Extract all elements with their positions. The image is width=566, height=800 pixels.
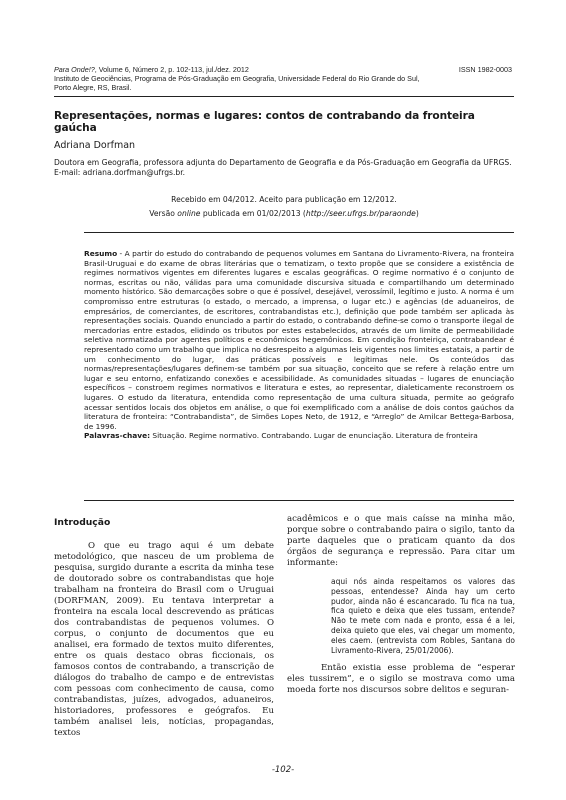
institution-line-2: Porto Alegre, RS, Brasil. xyxy=(54,83,132,92)
right-column xyxy=(287,514,515,696)
body-paragraph: O que eu trago aqui é um debate metodológico, que nasceu de um problema de pesquisa, surgido durante a escrita da minha tese de doutorado sobre os contrabandistas que hoje trabalham na fronteira do Brasil com o Uruguai (DORFMAN, 2009). Eu tentava interpretar a fronteira na escala local descrevendo as práticas dos contrabandistas de pequenos volumes. O corpus, o conjunto de documentos que eu analisei, era formado de textos muito diferentes, entre os quais destaco obras ficcionais, os famosos contos de contrabando, a transcrição de diálogos do trabalho de campo e de entrevistas com pessoas com conhecimento de causa, como contrabandistas, juízes, advogados, aduaneiros, historiadores, professores e geógrafos. Eu também analisei leis, notícias, propagandas, textos xyxy=(54,541,274,738)
abstract-text: - A partir do estudo do contrabando de pequenos volumes em Santana do Livramento-Rivera, na fronteira Brasil-Uruguai e do exame de obras literárias que o tematizam, o texto propõe que se considere a existência de regimes normativos vigentes em diferentes lugares e escalas geográficas. O regime normativo é o conjunto de normas, escritas ou não, válidas para uma comunidade discursiva situada e compartilhando um determinado momento histórico. São demarcações sobre o que é possível, desejável, verossímil, legítimo e justo. A norma é um compromisso entre estruturas (o estado, o mercado, a imprensa, o lugar etc.) e agências (de aduaneiros, de empresários, de comerciantes, de escritores, contrabandistas etc.), definição que pode também ser aplicada às representações sociais. Quando enunciado a partir do estado, o contrabando define-se como o transporte ilegal de mercadorias entre estados, elidindo os tributos por estes estabelecidos, através de um limite de permeabilidade seletiva normatizada por agentes políticos e econômicos hegemônicos. Em condição fronteiriça, contrabandear é representado como um trabalho que implica no desrespeito a algumas leis vigentes nos limites estatais, a partir de um conhecimento do lugar, das práticas possíveis e legítimas nele. Os conteúdos das normas/representações/lugares definem-se também por sua situação, conceito que se refere à relação entre um lugar e seu entorno, enfatizando conexões e acessibilidade. As comunidades situadas – lugares de enunciação específicos – constroem regimes normativos e literatura e estes, ao representar, dialeticamente reconstroem os lugares. O estudo da literatura, entendida como representação de uma cultura situada, permite ao geógrafo acessar sentidos locais dos objetos em análise, o que foi exemplificado com a análise de dois contos gaúchos da literatura de fronteira: “Contrabandista”, de Simões Lopes Neto, de 1912, e “Arreglo” de Amilcar Bettega-Barbosa, de 1996. xyxy=(84,249,514,431)
institution-line-1: Instituto de Geociências, Programa de Pós-Graduação em Geografia, Universidade Federal do Rio Grande do Sul, xyxy=(54,74,420,83)
online-suffix: ) xyxy=(415,209,419,218)
body-paragraph-continued: acadêmicos e o que mais caísse na minha mão, porque sobre o contrabando paira o sigilo, tanto da parte daqueles que o praticam quanto da dos órgãos de segurança e repressão. Para citar um informante: xyxy=(287,514,515,568)
author-name: Adriana Dorfman xyxy=(54,140,136,151)
keywords-label: Palavras-chave: xyxy=(84,431,151,441)
keywords xyxy=(84,431,514,441)
body-paragraph: Então existia esse problema de “esperar eles tussirem”, e o sigilo se mostrava como uma moeda forte nos discursos sobre delitos e seguran- xyxy=(287,663,515,696)
online-version xyxy=(54,209,514,218)
journal-name: Para Onde!? xyxy=(54,65,95,74)
keywords-text: Situação. Regime normativo. Contrabando. Lugar de enunciação. Literatura de fronteira xyxy=(150,431,478,441)
journal-reference xyxy=(54,65,514,74)
issn: ISSN 1982-0003 xyxy=(458,65,512,74)
online-date: publicada em 01/02/2013 ( xyxy=(200,209,306,218)
abstract-bottom-rule xyxy=(84,500,514,501)
block-quote: aqui nós ainda respeitamos os valores das pessoas, entendesse? Ainda hay um certo pudor, ainda não é escancarado. Tu fica na tua, fica quieto e deixa que eles tussam, entende? Não te mete com nada e pronto, essa é a lei, deixa quieto que eles, vai chegar um momento, eles caem. (entrevista com Robles, Santana do Livramento-Rivera, 25/01/2006). xyxy=(331,577,515,655)
abstract-top-rule xyxy=(84,232,514,233)
abstract-body xyxy=(84,249,514,431)
section-heading: Introdução xyxy=(54,517,111,528)
header-rule xyxy=(54,96,514,97)
page-number: -102- xyxy=(271,765,295,775)
received-date: Recebido em 04/2012. Aceito para publicação em 12/2012. xyxy=(171,195,397,204)
running-header xyxy=(54,65,514,92)
online-prefix: Versão xyxy=(149,209,178,218)
author-affiliation: Doutora em Geografia, professora adjunta do Departamento de Geografia e da Pós-Graduação em Geografia da UFRGS. E-mail: adriana.dorfman@ufrgs.br. xyxy=(54,158,512,178)
journal-volume-info: , Volume 6, Número 2, p. 102-113, jul./dez. 2012 xyxy=(94,65,249,74)
left-column xyxy=(54,517,274,739)
abstract xyxy=(84,249,514,441)
online-url: http://seer.ufrgs.br/paraonde xyxy=(305,209,416,218)
online-word: online xyxy=(177,209,201,218)
abstract-label: Resumo xyxy=(84,249,118,258)
article-title: Representações, normas e lugares: contos de contrabando da fronteira gaúcha xyxy=(54,110,475,134)
